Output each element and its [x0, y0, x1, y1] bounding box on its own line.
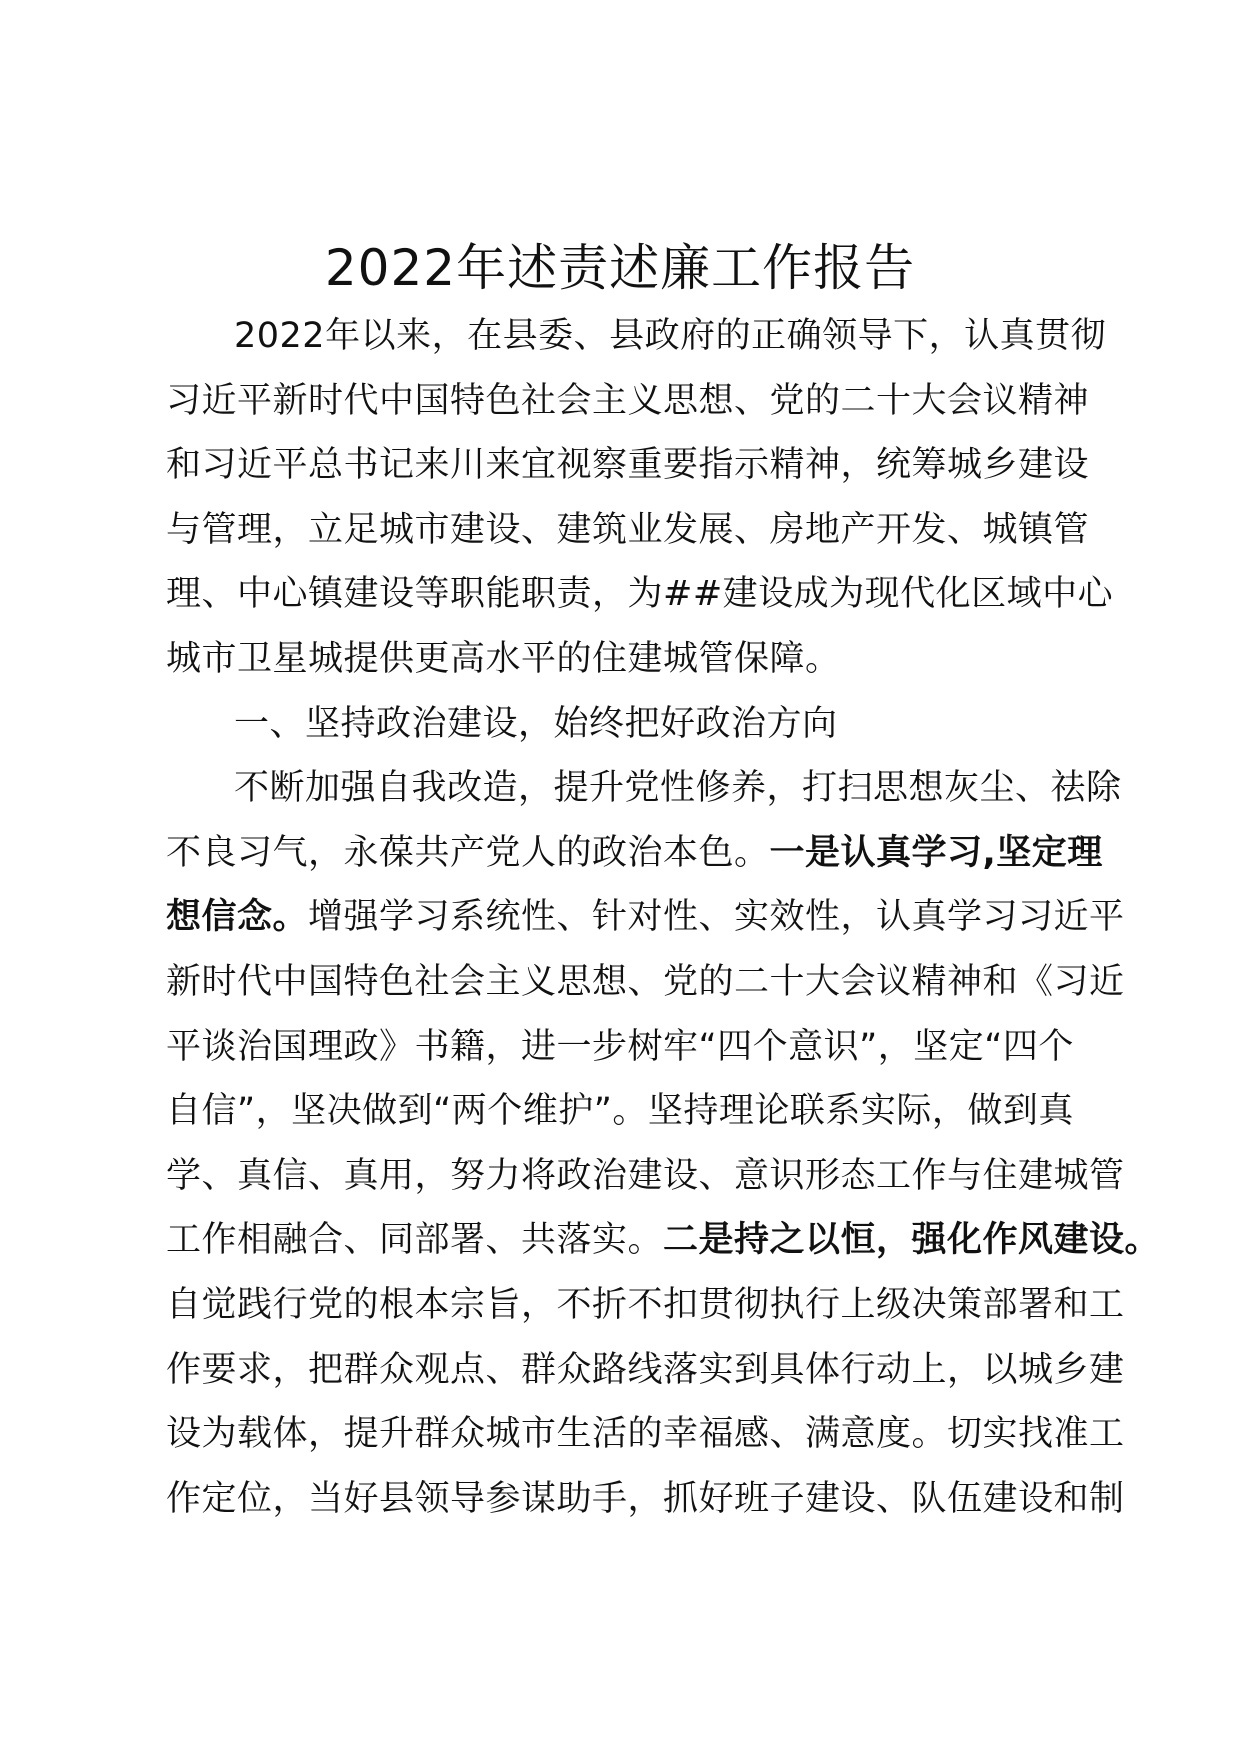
text-line — [166, 885, 1125, 950]
text-line — [166, 821, 1103, 886]
document-body — [166, 304, 1161, 1531]
bold-point-label: 一是认真学习,坚定理 — [769, 832, 1103, 873]
text-line: 2022年以来，在县委、县政府的正确领导下，认真贯彻 — [234, 316, 1107, 356]
text-line: 设为载体，提升群众城市生活的幸福感、满意度。切实找准工 — [166, 1414, 1125, 1455]
document-title: 2022年述责述廉工作报告 — [324, 239, 916, 297]
text-segment: 工作相融合、同部署、共落实。 — [166, 1220, 664, 1261]
text-line: 自信”，坚决做到“两个维护”。坚持理论联系实际，做到真 — [166, 1091, 1074, 1132]
text-line: 学、真信、真用，努力将政治建设、意识形态工作与住建城管 — [166, 1155, 1125, 1196]
section-heading: 一、坚持政治建设，始终把好政治方向 — [234, 703, 838, 744]
text-line: 理、中心镇建设等职能职责，为##建设成为现代化区域中心 — [166, 574, 1114, 615]
text-line — [166, 1208, 1161, 1273]
bold-point-label: 二是持之以恒，强化作风建设。 — [663, 1220, 1161, 1261]
bold-point-label: 想信念。 — [166, 897, 309, 938]
text-line: 城市卫星城提供更高水平的住建城管保障。 — [166, 638, 841, 679]
text-line: 习近平新时代中国特色社会主义思想、党的二十大会议精神 — [166, 380, 1090, 421]
text-segment: 增强学习系统性、针对性、实效性，认真学习习近平 — [308, 897, 1125, 938]
text-line: 不断加强自我改造，提升党性修养，打扫思想灰尘、祛除 — [234, 768, 1122, 809]
text-segment: 不良习气，永葆共产党人的政治本色。 — [166, 832, 770, 873]
text-line: 与管理，立足城市建设、建筑业发展、房地产开发、城镇管 — [166, 509, 1090, 550]
text-line: 和习近平总书记来川来宜视察重要指示精神，统筹城乡建设 — [166, 445, 1090, 486]
text-line: 新时代中国特色社会主义思想、党的二十大会议精神和《习近 — [166, 961, 1125, 1002]
text-line: 平谈治国理政》书籍，进一步树牢“四个意识”，坚定“四个 — [166, 1026, 1074, 1067]
text-line: 作要求，把群众观点、群众路线落实到具体行动上，以城乡建 — [166, 1349, 1125, 1390]
text-line: 自觉践行党的根本宗旨，不折不扣贯彻执行上级决策部署和工 — [166, 1284, 1125, 1325]
text-line: 作定位，当好县领导参谋助手，抓好班子建设、队伍建设和制 — [166, 1478, 1125, 1519]
